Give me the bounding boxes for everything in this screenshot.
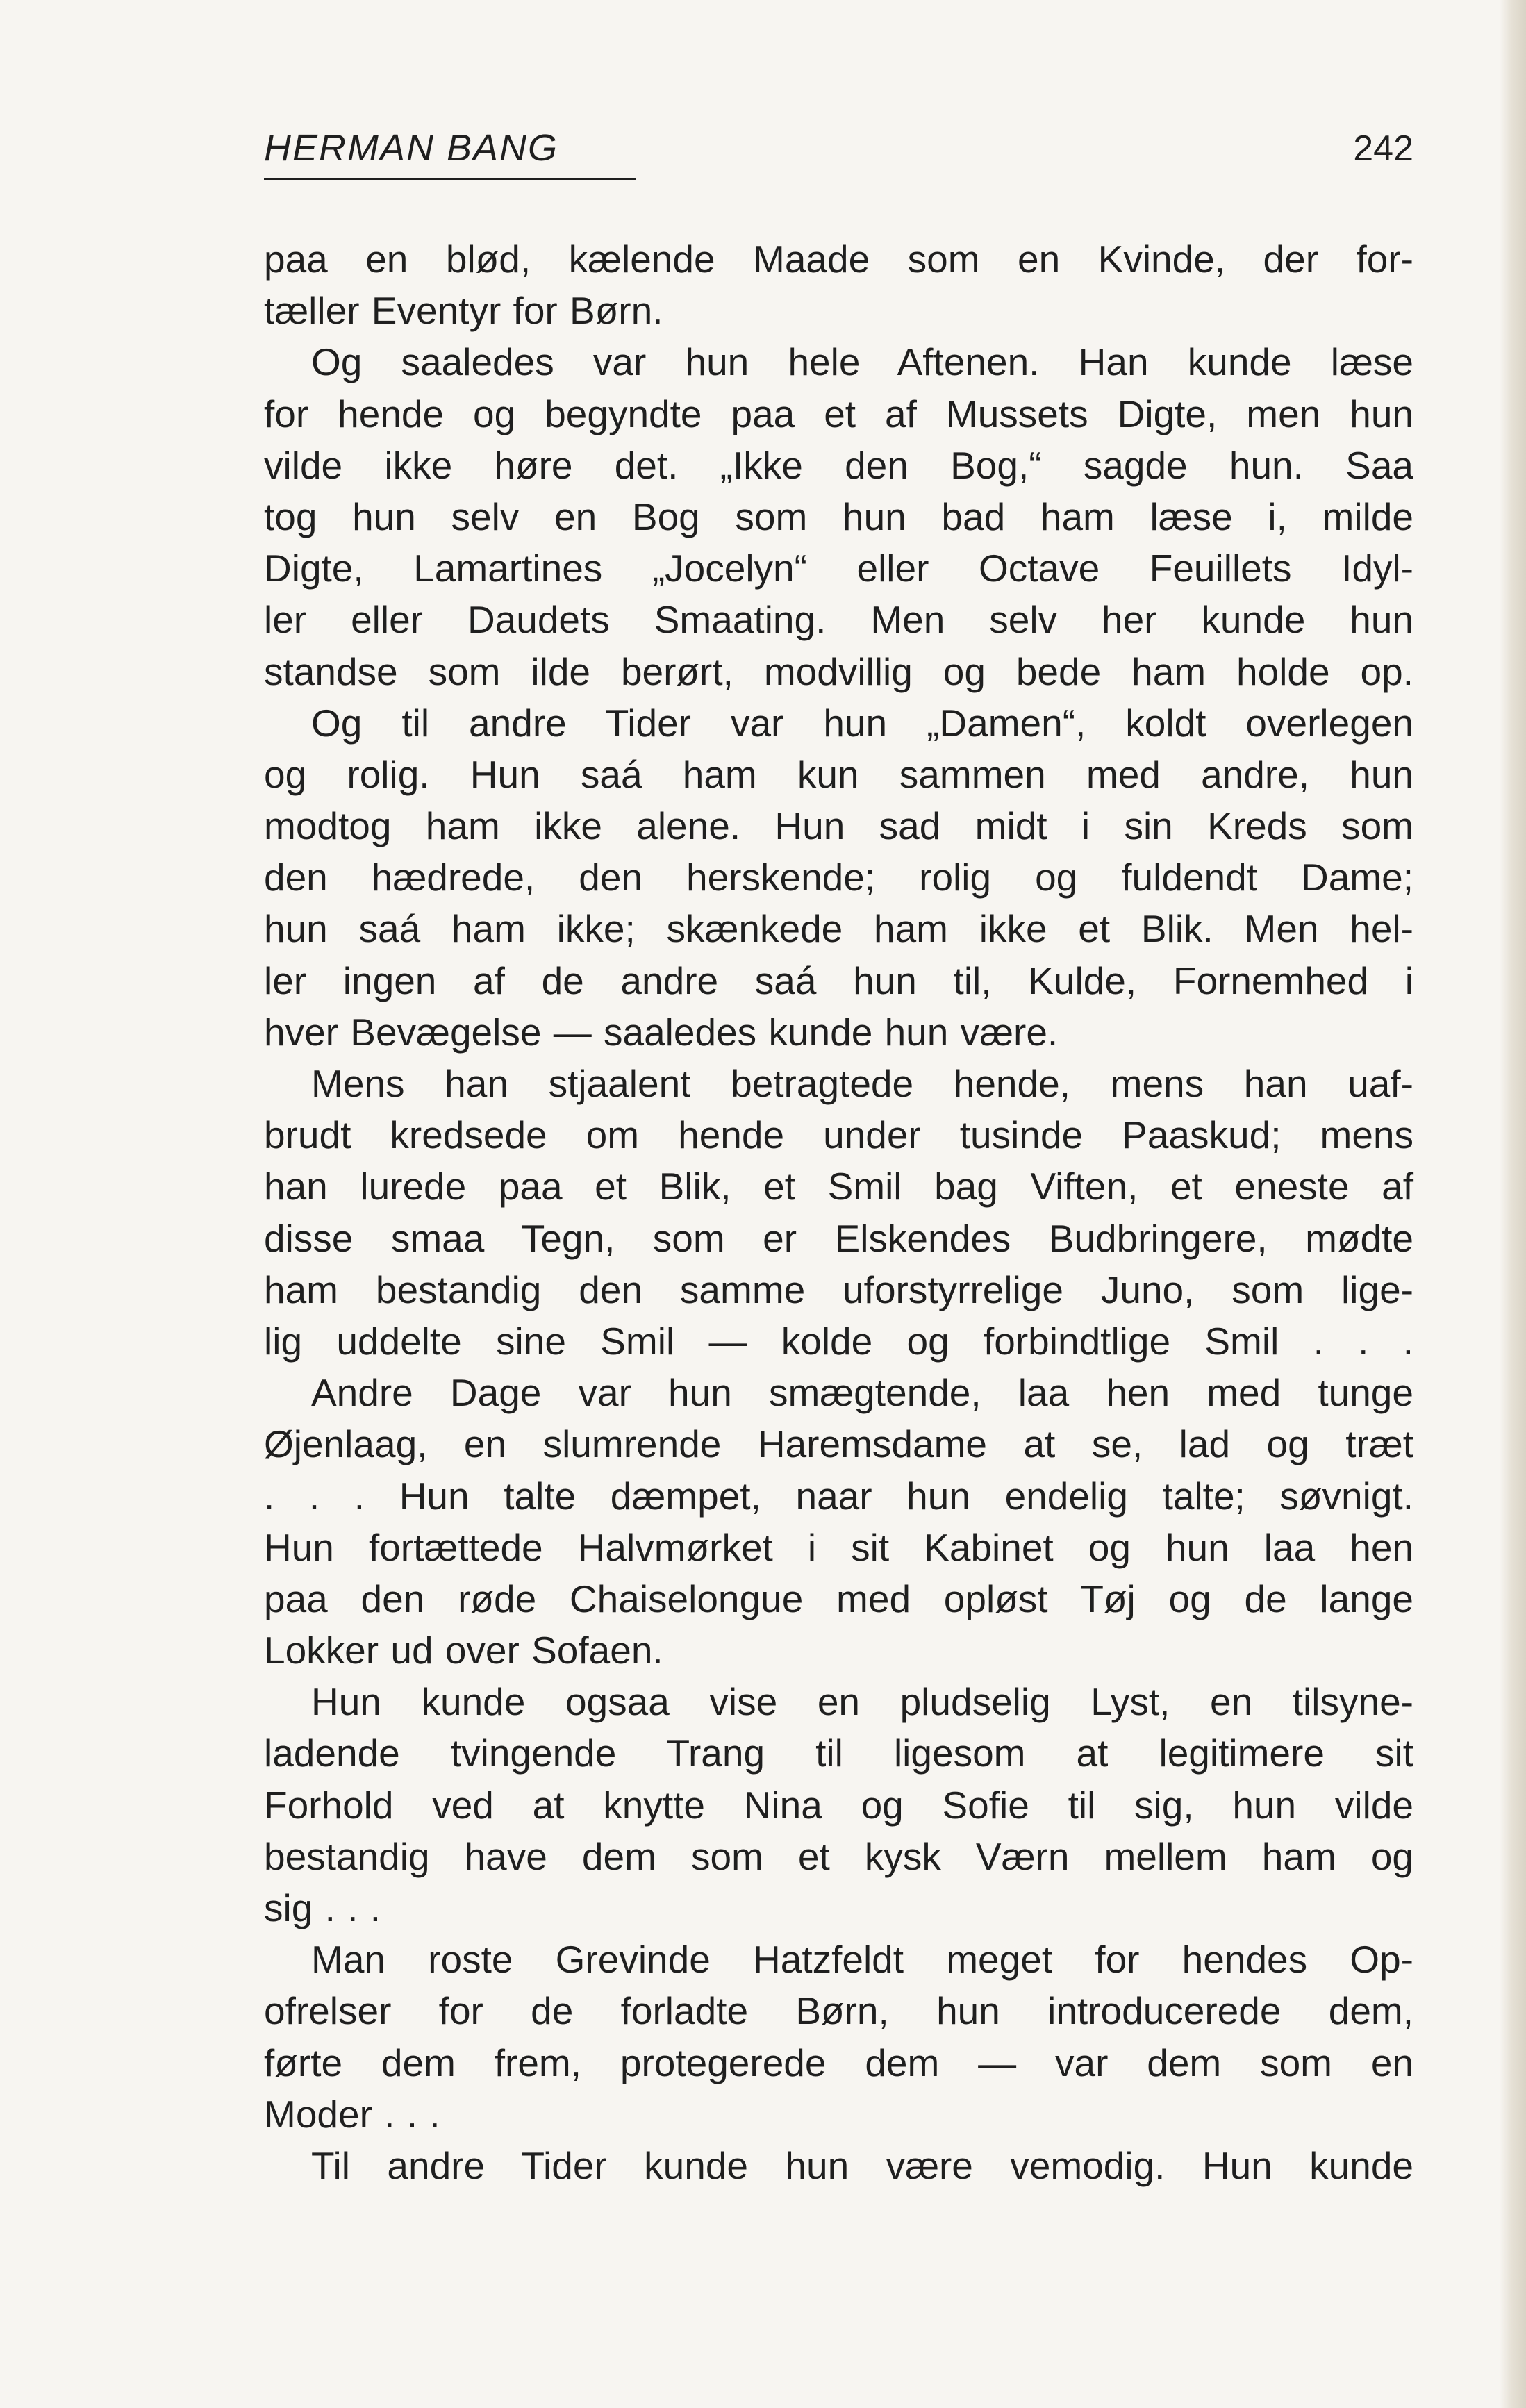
- page-edge-shadow: [1500, 0, 1526, 2408]
- running-head-author: HERMAN BANG: [264, 127, 559, 169]
- text-line: Øjenlaag, en slumrende Haremsdame at se, lad og træt: [264, 1422, 1413, 1466]
- text-line: ler eller Daudets Smaating. Men selv her kunde hun: [264, 598, 1413, 642]
- text-line: ofrelser for de forladte Børn, hun introducerede dem,: [264, 1989, 1413, 2033]
- text-line: . . . Hun talte dæmpet, naar hun endelig talte; søvnigt.: [264, 1474, 1413, 1518]
- text-line: Man roste Grevinde Hatzfeldt meget for hendes Op-: [311, 1938, 1413, 1982]
- text-line: Forhold ved at knytte Nina og Sofie til sig, hun vilde: [264, 1783, 1413, 1827]
- text-line: Hun kunde ogsaa vise en pludselig Lyst, en tilsyne-: [311, 1680, 1413, 1724]
- text-line: Moder . . .: [264, 2092, 440, 2136]
- text-line: ler ingen af de andre saá hun til, Kulde, Fornemhed i: [264, 958, 1413, 1002]
- text-line: Og til andre Tider var hun „Damen“, koldt overlegen: [311, 701, 1413, 745]
- text-line: hun saá ham ikke; skænkede ham ikke et Blik. Men hel-: [264, 907, 1413, 951]
- text-line: Til andre Tider kunde hun være vemodig. Hun kunde: [311, 2143, 1413, 2187]
- text-line: brudt kredsede om hende under tusinde Paaskud; mens: [264, 1113, 1413, 1157]
- text-line: paa den røde Chaiselongue med opløst Tøj og de lange: [264, 1577, 1413, 1620]
- text-line: tæller Eventyr for Børn.: [264, 289, 663, 333]
- text-line: førte dem frem, protegerede dem — var dem som en: [264, 2041, 1413, 2084]
- text-line: modtog ham ikke alene. Hun sad midt i sin Kreds som: [264, 804, 1413, 848]
- text-line: og rolig. Hun saá ham kun sammen med andre, hun: [264, 752, 1413, 796]
- header-rule: [264, 178, 636, 180]
- text-line: lig uddelte sine Smil — kolde og forbindtlige Smil . . .: [264, 1319, 1413, 1363]
- text-line: disse smaa Tegn, som er Elskendes Budbringere, mødte: [264, 1216, 1413, 1260]
- text-line: Lokker ud over Sofaen.: [264, 1629, 663, 1672]
- body-text: [264, 233, 1413, 2191]
- text-line: Digte, Lamartines „Jocelyn“ eller Octave Feuillets Idyl-: [264, 547, 1413, 590]
- text-line: standse som ilde berørt, modvillig og bede ham holde op.: [264, 649, 1413, 693]
- text-line: ladende tvingende Trang til ligesom at legitimere sit: [264, 1732, 1413, 1775]
- text-line: Hun fortættede Halvmørket i sit Kabinet og hun laa hen: [264, 1525, 1413, 1569]
- text-line: Mens han stjaalent betragtede hende, mens han uaf-: [311, 1062, 1413, 1105]
- text-line: sig . . .: [264, 1886, 381, 1929]
- text-line: Andre Dage var hun smægtende, laa hen med tunge: [311, 1371, 1413, 1415]
- text-line: hver Bevægelse — saaledes kunde hun være.: [264, 1010, 1059, 1054]
- text-line: ham bestandig den samme uforstyrrelige Juno, som lige-: [264, 1268, 1413, 1311]
- text-line: paa en blød, kælende Maade som en Kvinde, der for-: [264, 238, 1413, 281]
- text-line: den hædrede, den herskende; rolig og fuldendt Dame;: [264, 856, 1413, 899]
- text-line: tog hun selv en Bog som hun bad ham læse i, milde: [264, 495, 1413, 538]
- page-number: 242: [1353, 128, 1413, 169]
- running-header: [264, 125, 1413, 181]
- text-line: Og saaledes var hun hele Aftenen. Han kunde læse: [311, 340, 1413, 384]
- text-line: vilde ikke høre det. „Ikke den Bog,“ sagde hun. Saa: [264, 443, 1413, 487]
- text-line: han lurede paa et Blik, et Smil bag Viften, et eneste af: [264, 1165, 1413, 1209]
- text-line: bestandig have dem som et kysk Værn mellem ham og: [264, 1834, 1413, 1878]
- text-line: for hende og begyndte paa et af Mussets Digte, men hun: [264, 392, 1413, 435]
